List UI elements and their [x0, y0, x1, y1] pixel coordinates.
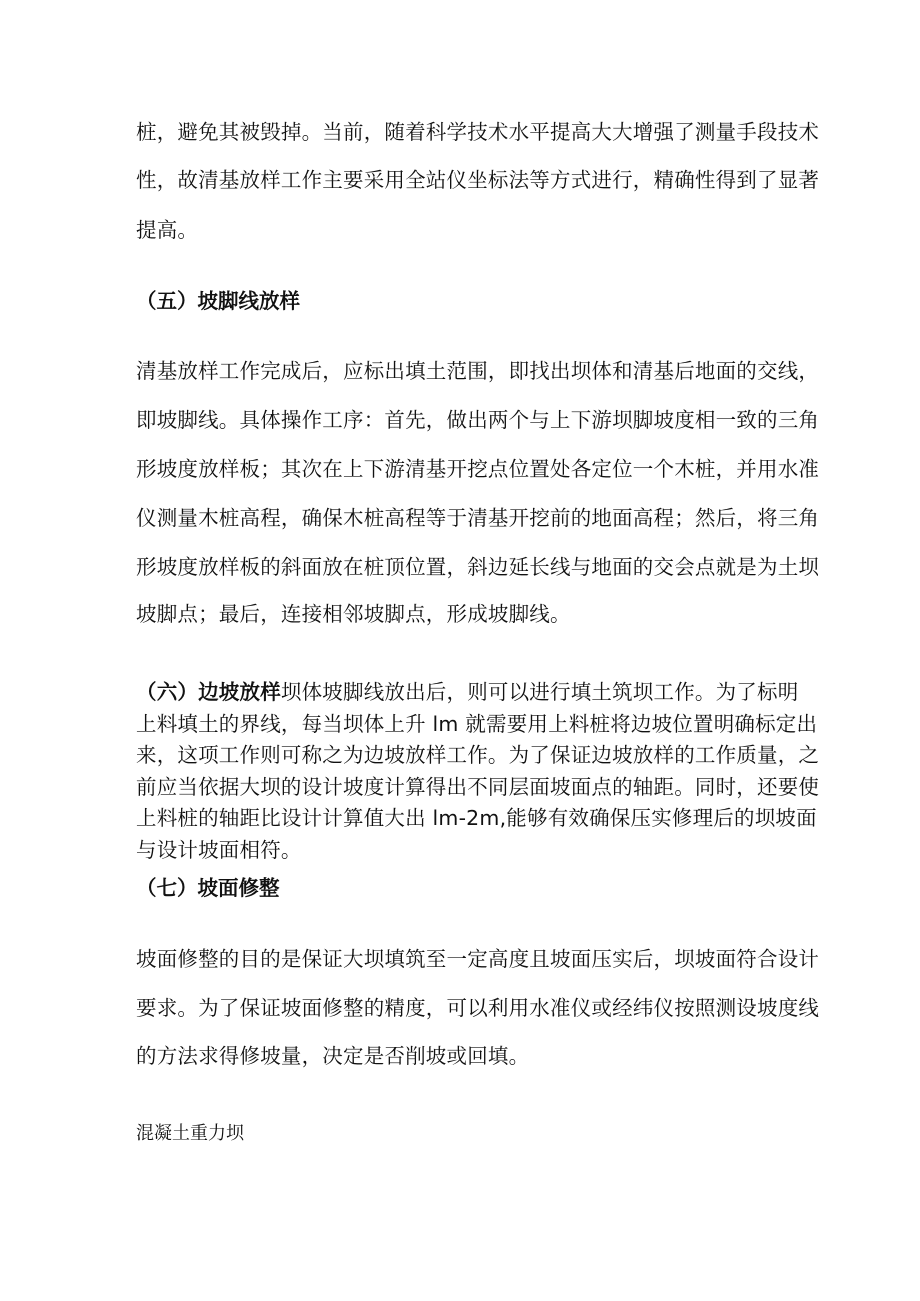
paragraph-line: 清基放样工作完成后，应标出填土范围，即找出坝体和清基后地面的交线，	[136, 359, 820, 383]
paragraph-line: 仪测量木桩高程，确保木桩高程等于清基开挖前的地面高程；然后，将三角	[136, 506, 820, 530]
paragraph-line: 要求。为了保证坡面修整的精度，可以利用水准仪或经纬仪按照测设坡度线	[136, 996, 820, 1020]
paragraph-line: 性，故清基放样工作主要采用全站仪坐标法等方式进行，精确性得到了显著	[136, 168, 820, 192]
paragraph-line: 形坡度放样板的斜面放在桩顶位置，斜边延长线与地面的交会点就是为土坝	[136, 555, 820, 579]
paragraph-line: 坡面修整的目的是保证大坝填筑至一定高度且坡面压实后，坝坡面符合设计	[136, 947, 820, 971]
paragraph-line: 上料填土的界线，每当坝体上升 lm 就需要用上料桩将边坡位置明确标定出	[136, 712, 818, 736]
paragraph-line: 前应当依据大坝的设计坡度计算得出不同层面坡面点的轴距。同时，还要使	[136, 775, 820, 799]
paragraph-line: 与设计坡面相符。	[136, 838, 302, 862]
next-section-title: 混凝土重力坝	[136, 1123, 244, 1144]
paragraph-line: 即坡脚线。具体操作工序：首先，做出两个与上下游坝脚坡度相一致的三角	[136, 408, 820, 432]
paragraph-line: 坡脚点；最后，连接相邻坡脚点，形成坡脚线。	[136, 602, 571, 626]
section-heading-7: （七）坡面修整	[136, 876, 280, 900]
paragraph-line: 来，这项工作则可称之为边坡放样工作。为了保证边坡放样的工作质量，之	[136, 743, 820, 767]
section-6-text: 坝体坡脚线放出后，则可以进行填土筑坝工作。为了标明	[280, 680, 799, 704]
paragraph-line: 上料桩的轴距比设计计算值大出 lm-2m,能够有效确保压实修理后的坝坡面	[136, 806, 817, 830]
paragraph-line: 桩，避免其被毁掉。当前，随着科学技术水平提高大大增强了测量手段技术	[136, 120, 820, 144]
section-heading-5: （五）坡脚线放样	[136, 289, 300, 313]
section-heading-6: （六）边坡放样	[136, 680, 281, 704]
paragraph-line: 的方法求得修坡量，决定是否削坡或回填。	[136, 1044, 530, 1068]
paragraph-line: 提高。	[136, 218, 199, 242]
paragraph-line: 形坡度放样板；其次在上下游清基开挖点位置处各定位一个木桩，并用水准	[136, 457, 820, 481]
section-6-first-line	[136, 678, 798, 706]
